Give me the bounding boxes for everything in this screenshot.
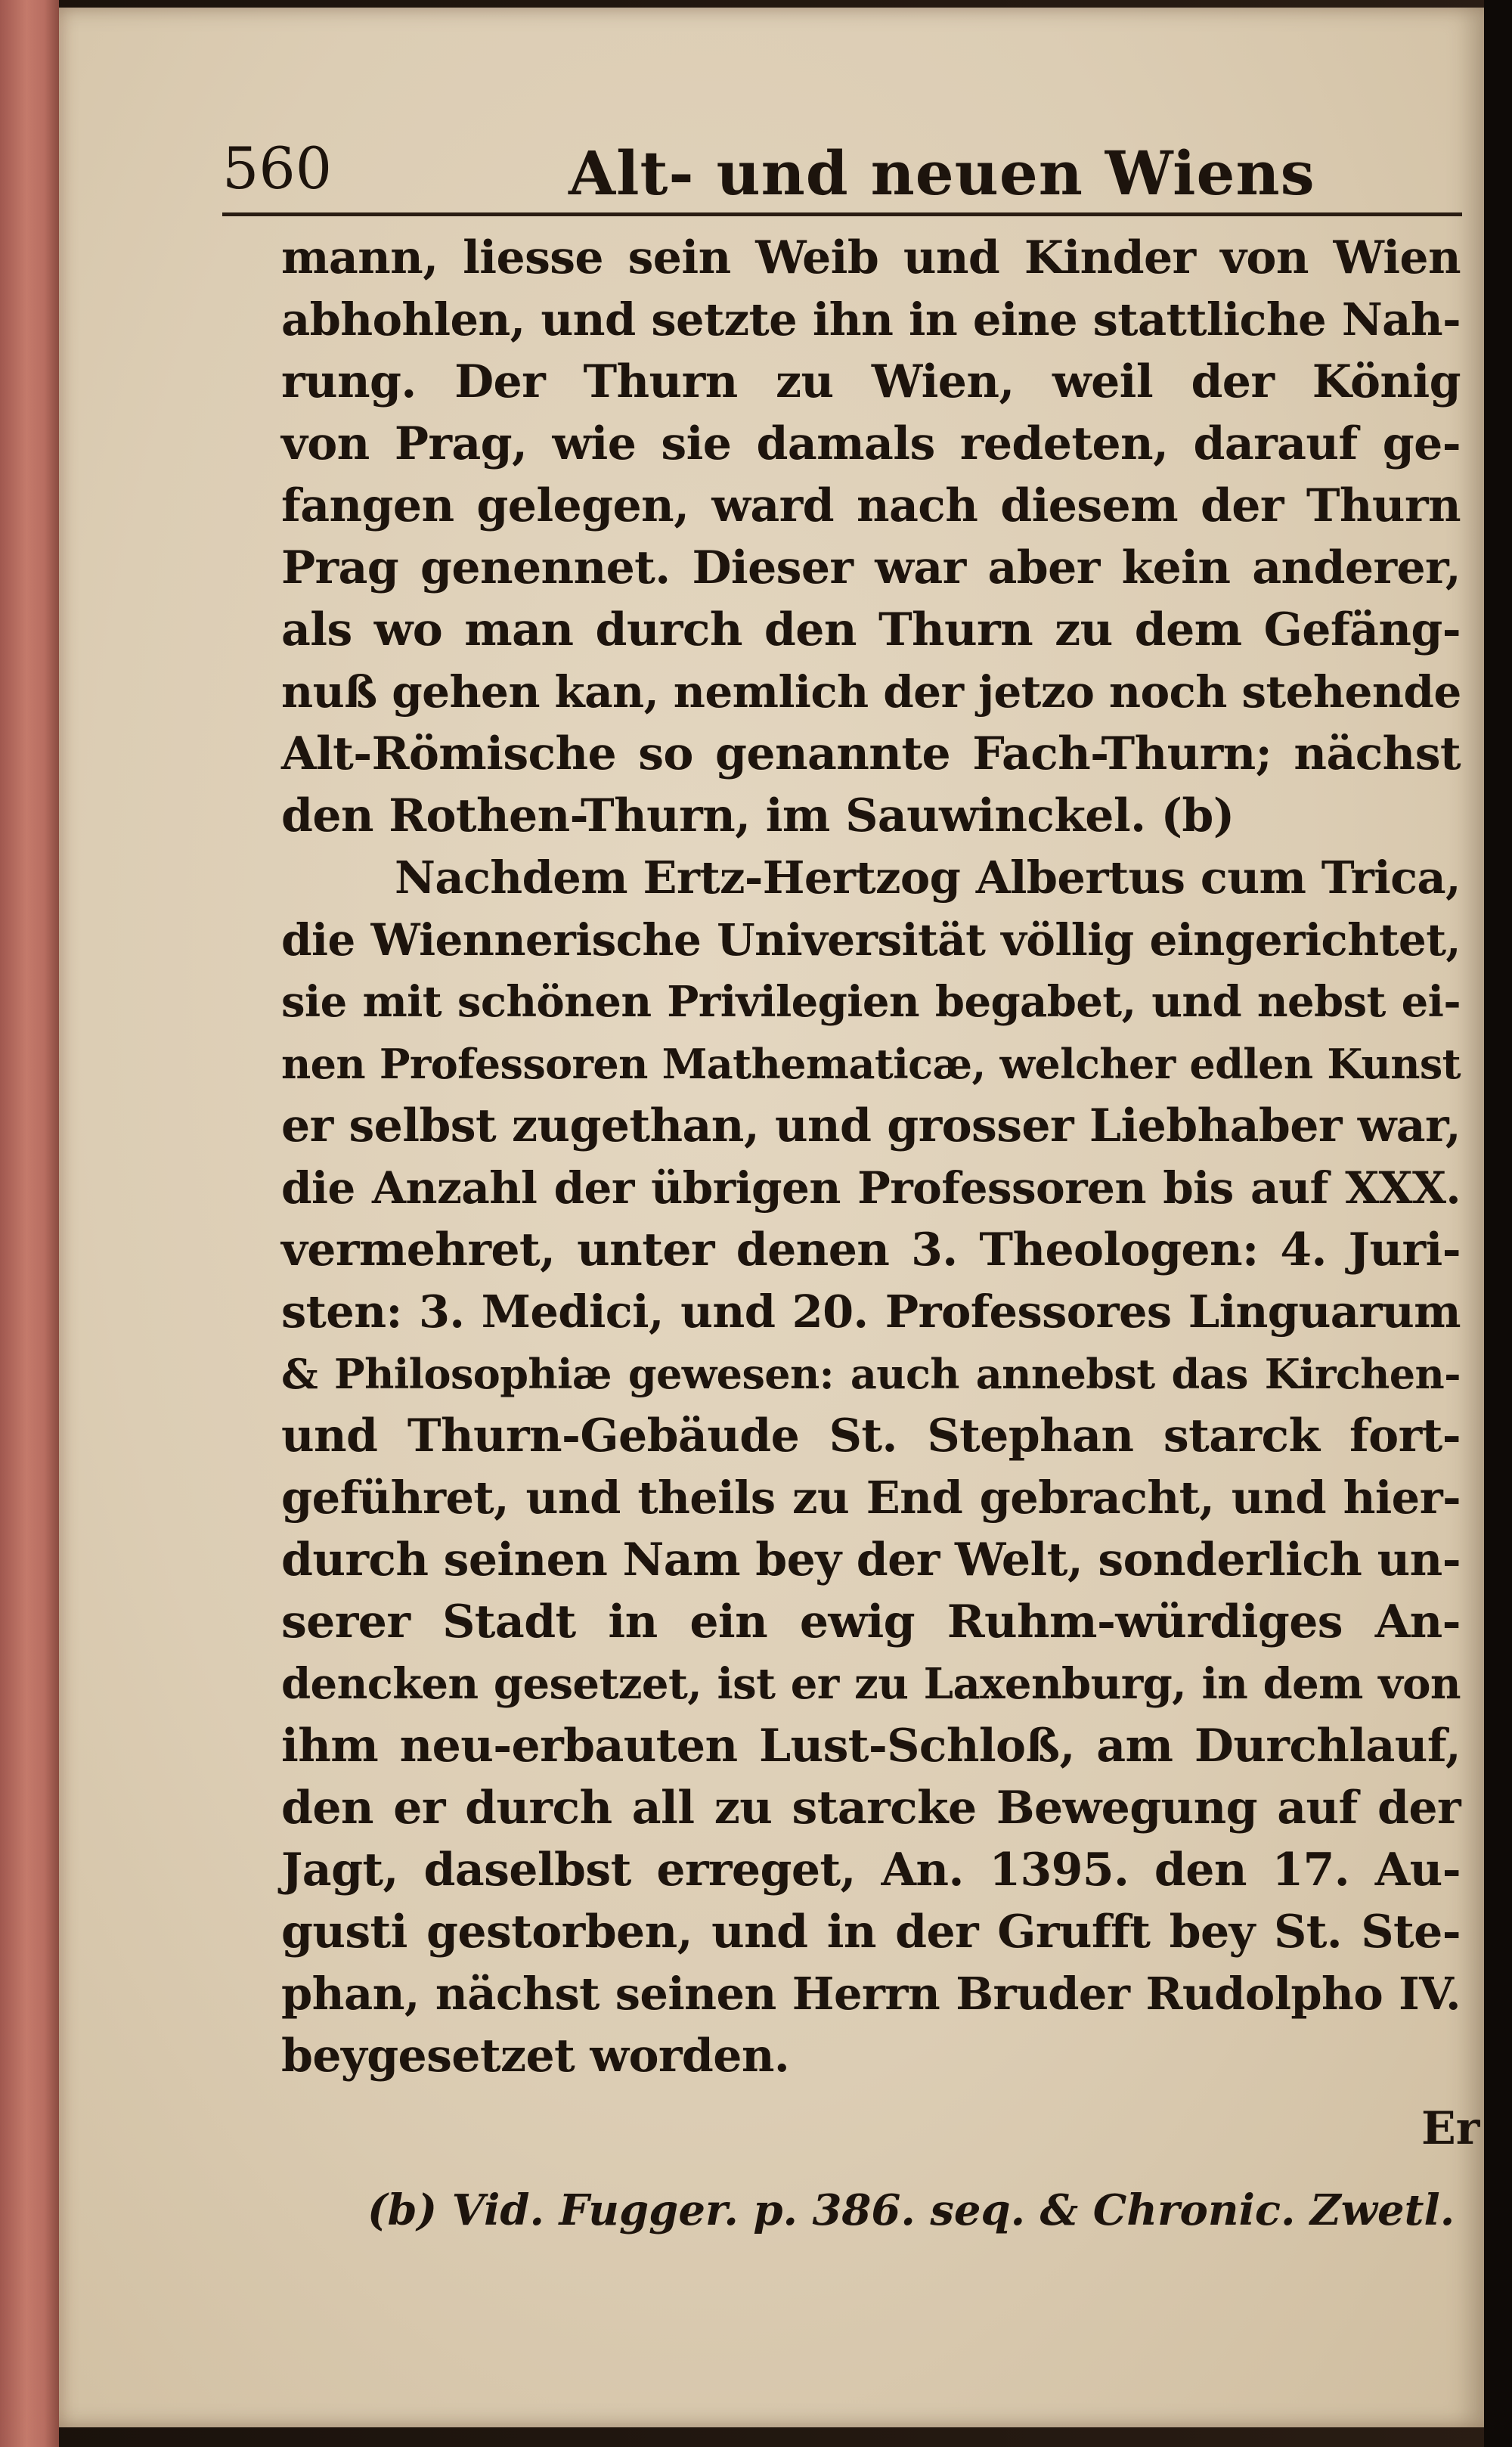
text-line: ihm neu-erbauten Lust-Schloß, am Durchlauf, <box>281 1720 1461 1772</box>
text-line: Alt-Römische so genannte Fach-Thurn; nächst <box>281 727 1461 780</box>
text-line: abhohlen, und setzte ihn in eine stattliche Nah- <box>281 293 1461 346</box>
header-rule <box>222 212 1462 216</box>
text-line: er selbst zugethan, und grosser Liebhaber war, <box>281 1099 1461 1152</box>
text-line: beygesetzet worden. <box>281 2030 790 2083</box>
text-line: dencken gesetzet, ist er zu Laxenburg, in dem von <box>281 1659 1461 1709</box>
text-line: den er durch all zu starcke Bewegung auf der <box>281 1782 1461 1834</box>
text-line: nuß gehen kan, nemlich der jetzo noch stehende <box>281 666 1461 718</box>
text-line: serer Stadt in ein ewig Ruhm-würdiges An- <box>281 1596 1461 1648</box>
text-line: als wo man durch den Thurn zu dem Gefäng- <box>281 603 1461 656</box>
text-line: rung. Der Thurn zu Wien, weil der König <box>281 355 1461 408</box>
text-line: durch seinen Nam bey der Welt, sonderlich un- <box>281 1534 1461 1586</box>
catchword: Er <box>1421 2102 1480 2155</box>
running-head-title: Alt- und neuen Wiens <box>569 138 1315 209</box>
text-line: Jagt, daselbst erreget, An. 1395. den 17. Au- <box>281 1844 1461 1897</box>
body-text <box>281 227 1461 2087</box>
text-line: den Rothen-Thurn, im Sauwinckel. (b) <box>281 789 1235 842</box>
running-head <box>222 135 1462 218</box>
text-line: Nachdem Ertz-Hertzog Albertus cum Trica, <box>395 851 1461 904</box>
text-line: & Philosophiæ gewesen: auch annebst das Kirchen- <box>281 1350 1461 1398</box>
text-line: die Anzahl der übrigen Professoren bis auf XXX. <box>281 1162 1461 1214</box>
text-line: geführet, und theils zu End gebracht, und hier- <box>281 1472 1461 1524</box>
binding-shadow <box>1484 0 1512 2447</box>
text-line: mann, liesse sein Weib und Kinder von Wien <box>281 231 1461 284</box>
text-line: die Wiennerische Universität völlig eingerichtet, <box>281 914 1461 966</box>
text-line: phan, nächst seinen Herrn Bruder Rudolpho IV. <box>281 1968 1461 2020</box>
page-number: 560 <box>222 135 333 202</box>
text-line: gusti gestorben, und in der Grufft bey St. Ste- <box>281 1906 1461 1959</box>
text-line: fangen gelegen, ward nach diesem der Thurn <box>281 479 1461 532</box>
text-line: sten: 3. Medici, und 20. Professores Linguarum <box>281 1286 1461 1338</box>
text-line: vermehret, unter denen 3. Theologen: 4. Juri- <box>281 1224 1461 1276</box>
text-line: und Thurn-Gebäude St. Stephan starck fort- <box>281 1410 1461 1462</box>
page-edge <box>0 0 59 2447</box>
text-line: nen Professoren Mathematicæ, welcher edlen Kunst <box>281 1040 1461 1088</box>
footnote: (b) Vid. Fugger. p. 386. seq. & Chronic. Zwetl. <box>367 2185 1455 2235</box>
text-line: von Prag, wie sie damals redeten, darauf ge- <box>281 417 1461 470</box>
text-line: sie mit schönen Privilegien begabet, und nebst ei- <box>281 977 1461 1027</box>
text-line: Prag genennet. Dieser war aber kein anderer, <box>281 541 1461 594</box>
